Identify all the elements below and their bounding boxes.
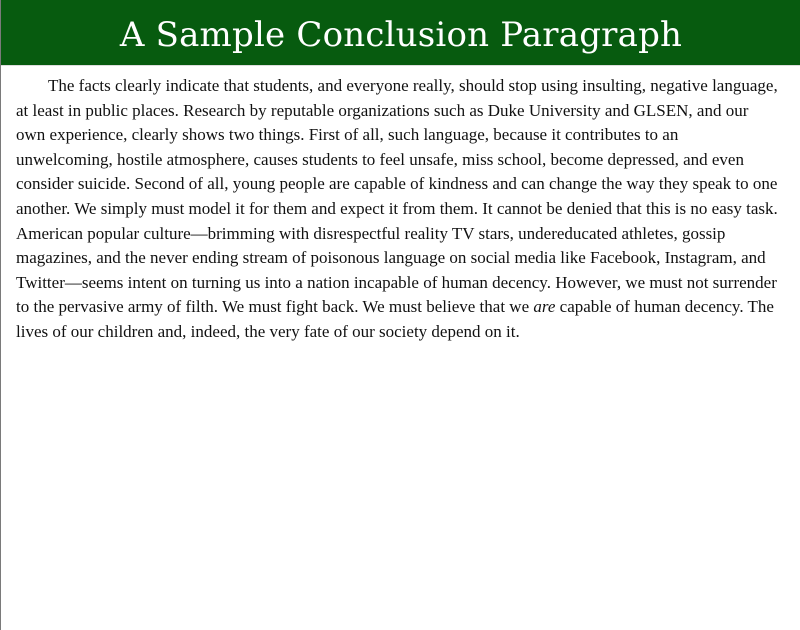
paragraph-text-before-emphasis: The facts clearly indicate that students, and everyone really, should stop using insulting, negative language, at least in public places. Research by reputable organizations such as Duke University and GLSEN, and our own experience, clearly shows two things. First of all, such language, because it contributes to an unwelcoming, hostile atmosphere, causes students to feel unsafe, miss school, become depressed, and even consider suicide. Second of all, young people are capable of kindness and can change the way they speak to one another. We simply must model it for them and expect it from them. It cannot be denied that this is no easy task. American popular culture—brimming with disrespectful reality TV stars, undereducated athletes, gossip magazines, and the never ending stream of poisonous language on social media like Facebook, Instagram, and Twitter—seems intent on turning us into a nation incapable of human decency. However, we must not surrender to the pervasive army of filth. We must fight back. We must believe that we	[16, 76, 778, 317]
conclusion-paragraph	[16, 74, 778, 345]
paragraph-text-after-emphasis: capable of human decency. The lives of our children and, indeed, the very fate of our society depend on it.	[16, 297, 774, 341]
slide-title: A Sample Conclusion Paragraph	[119, 14, 683, 55]
emphasized-word: are	[533, 297, 556, 317]
title-bar	[1, 0, 800, 66]
